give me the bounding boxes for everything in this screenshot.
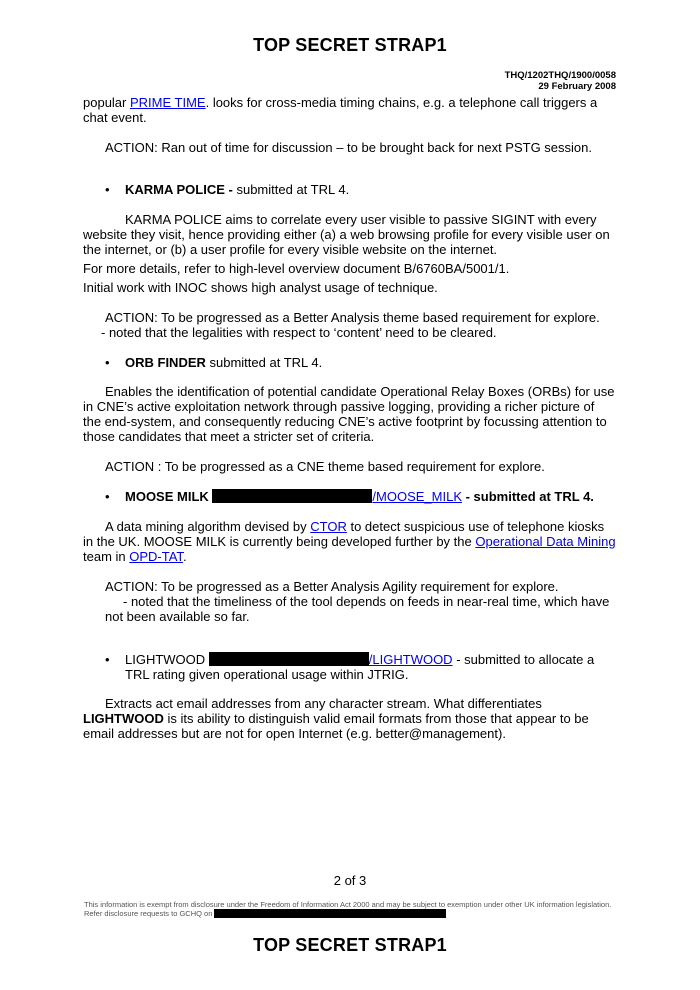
intro-text-continued: . looks for cross-media timing chains, e.g. a telephone call triggers a chat event. [83,95,598,125]
ctor-link[interactable]: CTOR [310,519,347,534]
karma-police-title: KARMA POLICE - [125,182,237,197]
bottom-classification-banner: TOP SECRET STRAP1 [253,935,447,955]
lightwood-link[interactable]: /LIGHTWOOD [368,652,453,667]
page-number: 2 of 3 [333,873,367,888]
karma-police-action: ACTION: To be progressed as a Better Analysis theme based requirement for explore. [105,310,600,325]
moose-milk-desc-text: A data mining algorithm devised by [105,519,311,534]
karma-police-heading [83,182,616,197]
lightwood-desc-text: Extracts act email addresses from any character stream. What differentiates [105,696,542,711]
bullet-icon: • [105,355,110,370]
intro-paragraph [83,95,616,125]
document-date: 29 February 2008 [538,81,616,92]
orb-finder-title: ORB FINDER [125,355,206,370]
moose-milk-action-block [83,579,616,624]
footer-disclaimer-text: This information is exempt from disclosure under the Freedom of Information Act 2000 and may be subject to exemption under other UK information legislation. Refer disclosure requests to GCHQ on [84,900,612,918]
moose-milk-heading [83,489,616,504]
document-body [83,95,616,741]
moose-milk-link[interactable]: /MOOSE_MILK [372,489,462,504]
lightwood-desc-bold: LIGHTWOOD [83,711,164,726]
opd-tat-link[interactable]: OPD-TAT [129,549,183,564]
moose-milk-action: ACTION: To be progressed as a Better Analysis Agility requirement for explore. [105,579,559,594]
karma-police-details: For more details, refer to high-level overview document B/6760BA/5001/1. [83,261,510,276]
redaction-bar [212,489,372,503]
redaction-bar [209,652,369,666]
document-reference [505,70,616,92]
bullet-icon: • [105,182,110,197]
prime-time-link[interactable]: PRIME TIME [129,95,206,110]
moose-milk-status: - submitted at TRL 4. [461,489,594,504]
bullet-icon: • [105,652,110,667]
karma-police-description: KARMA POLICE aims to correlate every user visible to passive SIGINT with every website they visit, hence providing either (a) a web browsing profile for every visible user on the internet, or (b) a user profile for every visible website on the internet. [83,212,610,257]
lightwood-description [83,696,616,741]
redaction-bar [214,909,446,918]
moose-milk-description [83,519,616,564]
karma-police-status: submitted at TRL 4. [236,182,350,197]
moose-milk-note: - noted that the timeliness of the tool depends on feeds in near-real time, which have not been available so far. [105,594,610,624]
moose-milk-desc-text: . [182,549,187,564]
intro-action: ACTION: Ran out of time for discussion – to be brought back for next PSTG session. [105,140,592,155]
moose-milk-title: MOOSE MILK [125,489,209,504]
orb-finder-heading [83,355,616,370]
moose-milk-desc-text: team in [83,549,130,564]
top-classification-banner: TOP SECRET STRAP1 [253,35,447,55]
moose-milk-desc-text: to detect suspicious use of telephone kiosks in the UK. MOOSE MILK is currently being developed further by the [83,519,605,549]
orb-finder-status: submitted at TRL 4. [205,355,323,370]
lightwood-heading [83,652,616,682]
orb-finder-description: Enables the identification of potential candidate Operational Relay Boxes (ORBs) for use in CNE’s active exploitation network through passive logging, providing a richer picture of the end-system, and consequently reducing CNE’s active footprint by focussing attention to those candidates that meet a stricter set of criteria. [83,384,615,444]
bullet-icon: • [105,489,110,504]
intro-text: popular [83,95,130,110]
karma-police-initial-work: Initial work with INOC shows high analyst usage of technique. [83,280,438,295]
orb-finder-action: ACTION : To be progressed as a CNE theme based requirement for explore. [105,459,545,474]
lightwood-title: LIGHTWOOD [125,652,206,667]
lightwood-status: - submitted to allocate a TRL rating given operational usage within JTRIG. [125,652,595,682]
karma-police-note: - noted that the legalities with respect to ‘content’ need to be cleared. [101,325,497,340]
footer-disclaimer [84,900,617,918]
reference-number: THQ/1202THQ/1900/0058 [504,70,616,81]
lightwood-desc-text: is its ability to distinguish valid email formats from those that appear to be email addresses but are not for open Internet (e.g. better@management). [83,711,589,741]
operational-data-mining-link[interactable]: Operational Data Mining [475,534,616,549]
